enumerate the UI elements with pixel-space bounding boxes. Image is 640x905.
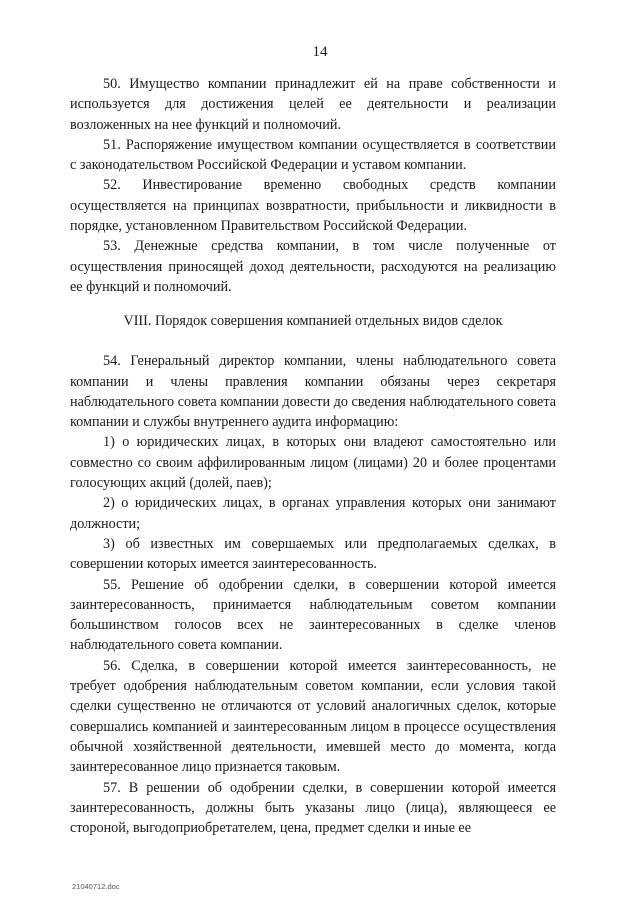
paragraph-53: 53. Денежные средства компании, в том числе полученные от осуществления приносящей доход деятельности, расходуются на реализацию ее функций и полномочий. bbox=[70, 238, 556, 295]
paragraph-54-item-2: 2) о юридических лицах, в органах управления которых они занимают должности; bbox=[70, 495, 556, 532]
paragraph-54-item-1: 1) о юридических лицах, в которых они владеют самостоятельно или совместно со своим аффилированным лицом (лицами) 20 и более процентами голосующих акций (долей, паев); bbox=[70, 434, 556, 492]
file-name-footer: 21040712.doc bbox=[72, 882, 120, 891]
paragraph-54-item-3: 3) об известных им совершаемых или предполагаемых сделках, в совершении которых имеется заинтересованность. bbox=[70, 535, 556, 573]
paragraph-56: 56. Сделка, в совершении которой имеется заинтересованность, не требует одобрения наблюдательным советом компании, если условия такой сделки существенно не отличаются от условий аналогичных сделок, которые совершались компанией и заинтересованным лицом в процессе осуществления обычной хозяйственной деятельности, имевшей место до момента, когда заинтересованное лицо признается таковым. bbox=[70, 657, 556, 776]
paragraph-54: 54. Генеральный директор компании, члены наблюдательного совета компании и члены правления компании обязаны через секретаря наблюдательного совета компании довести до сведения наблюдательного совета компании и службы внутреннего аудита информацию: bbox=[70, 353, 556, 431]
paragraph-55: 55. Решение об одобрении сделки, в совершении которой имеется заинтересованность, принимается наблюдательным советом компании большинством голосов всех не заинтересованных в сделке членов наблюдательного совета компании. bbox=[70, 576, 556, 654]
paragraph-52: 52. Инвестирование временно свободных средств компании осуществляется на принципах возвратности, прибыльности и ликвидности в порядке, установленном Правительством Российской Федерации. bbox=[70, 177, 556, 235]
section-heading: VIII. Порядок совершения компанией отдельных видов сделок bbox=[123, 313, 503, 330]
paragraph-50: 50. Имущество компании принадлежит ей на праве собственности и используется для достижения целей ее деятельности и реализации возложенных на нее функций и полномочий. bbox=[70, 76, 556, 133]
paragraph-51: 51. Распоряжение имуществом компании осуществляется в соответствии с законодательством Российской Федерации и уставом компании. bbox=[70, 136, 556, 174]
paragraph-57: 57. В решении об одобрении сделки, в совершении которой имеется заинтересованность, должны быть указаны лицо (лица), являющееся ее стороной, выгодоприобретателем, цена, предмет сделки и иные ее bbox=[70, 779, 556, 837]
page-number: 14 bbox=[312, 44, 328, 60]
document-body bbox=[70, 74, 556, 838]
